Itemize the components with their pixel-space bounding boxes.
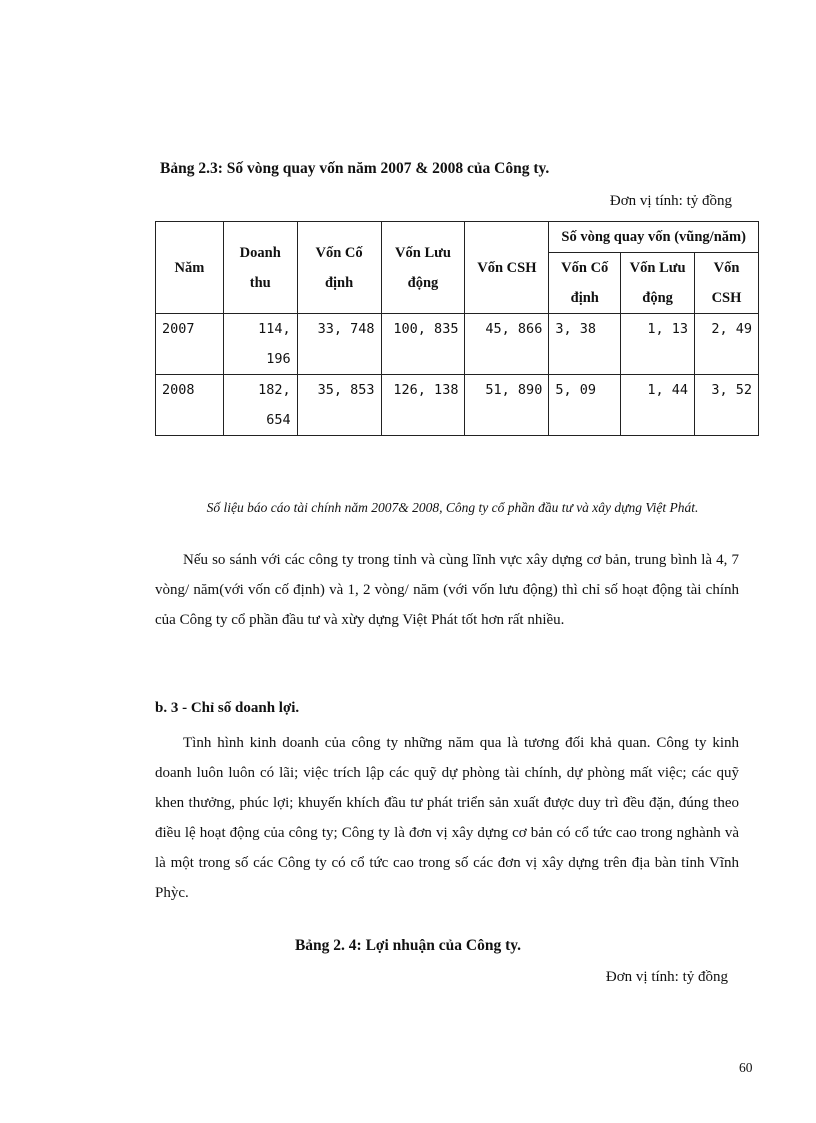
turnover-table xyxy=(155,221,759,436)
cell-fixed-capital: 33, 748 xyxy=(297,314,381,375)
cell-turnover-working: 1, 44 xyxy=(621,375,695,436)
table-2-3-title: Bảng 2.3: Số vòng quay vốn năm 2007 & 2008 của Công ty. xyxy=(160,160,550,177)
cell-fixed-capital: 35, 853 xyxy=(297,375,381,436)
paragraph-comparison-text: Nếu so sánh với các công ty trong tỉnh và cùng lĩnh vực xây dựng cơ bản, trung bình là 4, 7 vòng/ năm(với vốn cố định) và 1, 2 vòng/ năm (với vốn lưu động) thì chỉ số hoạt động tài chính của Công ty cổ phần đầu tư và xừy dựng Việt Phát tốt hơn rất nhiều. xyxy=(155,552,739,628)
cell-turnover-working: 1, 13 xyxy=(621,314,695,375)
table-row xyxy=(156,375,759,436)
header-fixed-capital: Vốn Cố định xyxy=(297,222,381,314)
cell-turnover-equity: 2, 49 xyxy=(695,314,759,375)
header-year: Năm xyxy=(156,222,224,314)
cell-turnover-fixed: 5, 09 xyxy=(549,375,621,436)
cell-revenue: 182, 654 xyxy=(223,375,297,436)
table-header-row xyxy=(156,222,759,253)
cell-working-capital: 100, 835 xyxy=(381,314,465,375)
cell-year: 2007 xyxy=(156,314,224,375)
cell-equity: 45, 866 xyxy=(465,314,549,375)
header-working-capital: Vốn Lưu động xyxy=(381,222,465,314)
header-turnover-fixed: Vốn Cố định xyxy=(549,253,621,314)
cell-turnover-fixed: 3, 38 xyxy=(549,314,621,375)
cell-turnover-equity: 3, 52 xyxy=(695,375,759,436)
table-source-note: Số liệu báo cáo tài chính năm 2007& 2008, Công ty cổ phần đầu tư và xây dựng Việt Phát. xyxy=(206,500,699,515)
section-heading: b. 3 - Chỉ số doanh lợi. xyxy=(155,700,300,716)
paragraph-business-text: Tình hình kinh doanh của công ty những năm qua là tương đối khả quan. Công ty kinh doanh luôn luôn có lãi; việc trích lập các quỹ dự phòng tài chính, dự phòng mất việc; các quỹ khen thưởng, phúc lợi; khuyến khích đầu tư phát triển sản xuất được duy trì đều đặn, đúng theo điều lệ hoạt động của công ty; Công ty là đơn vị xây dựng cơ bản có cổ tức cao trong nghành và là một trong số các Công ty có cổ tức cao trong số các đơn vị xây dựng trên địa bàn tỉnh Vĩnh Phỳc. xyxy=(155,735,739,901)
header-turnover-working: Vốn Lưu động xyxy=(621,253,695,314)
paragraph-business xyxy=(155,728,739,908)
header-revenue: Doanh thu xyxy=(223,222,297,314)
header-equity: Vốn CSH xyxy=(465,222,549,314)
table-row xyxy=(156,314,759,375)
cell-year: 2008 xyxy=(156,375,224,436)
cell-equity: 51, 890 xyxy=(465,375,549,436)
cell-working-capital: 126, 138 xyxy=(381,375,465,436)
table-2-4-unit: Đơn vị tính: tỷ đồng xyxy=(605,969,728,985)
paragraph-comparison xyxy=(155,545,739,635)
page-number: 60 xyxy=(739,1060,753,1075)
header-turnover-group: Số vòng quay vốn (vũng/năm) xyxy=(549,222,759,253)
header-turnover-equity: Vốn CSH xyxy=(695,253,759,314)
table-2-3-unit: Đơn vị tính: tỷ đồng xyxy=(609,193,732,209)
cell-revenue: 114, 196 xyxy=(223,314,297,375)
table-2-4-title: Bảng 2. 4: Lợi nhuận của Công ty. xyxy=(294,937,522,954)
